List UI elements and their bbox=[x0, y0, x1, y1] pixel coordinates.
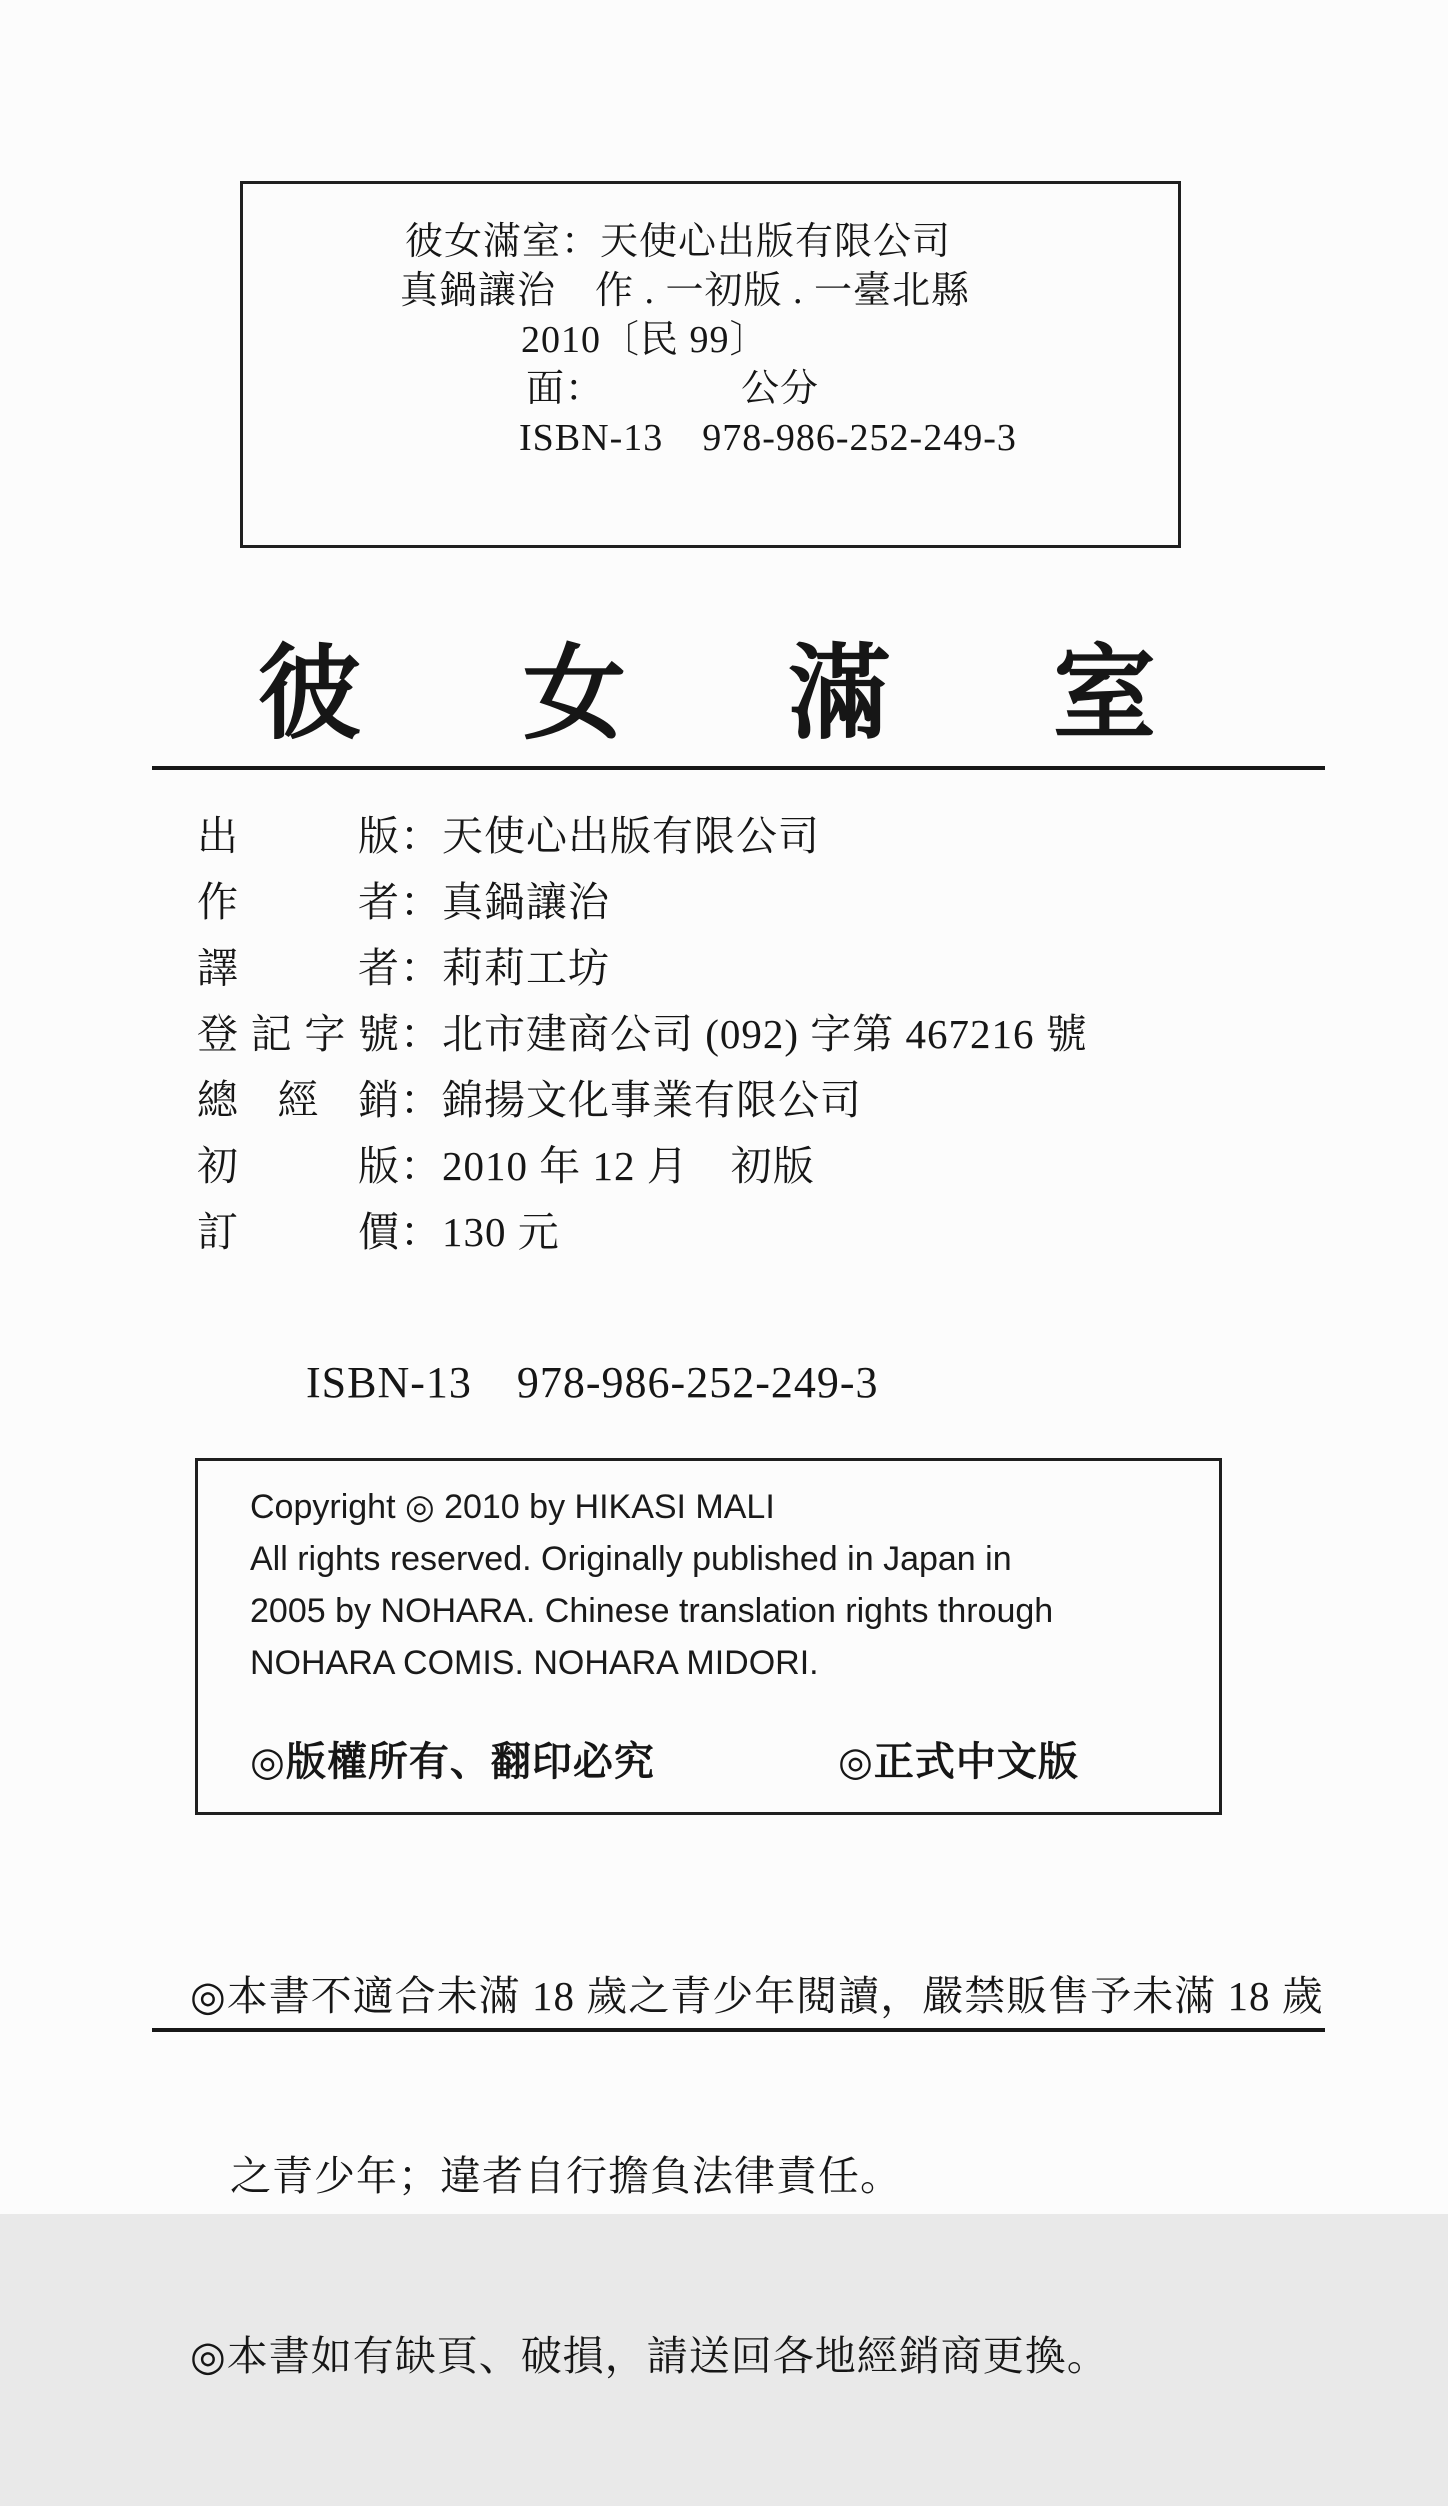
row-colon: ： bbox=[400, 944, 442, 991]
age-restriction-notice-line-1: ◎本書不適合未滿 18 歲之青少年閱讀，嚴禁販售予未滿 18 歲 bbox=[190, 1973, 1324, 2019]
row-label: 作者 bbox=[197, 878, 400, 925]
row-label: 出版 bbox=[197, 812, 400, 859]
colophon-row-price bbox=[197, 1195, 1088, 1261]
title-char-1: 彼 bbox=[258, 638, 361, 752]
cip-line-author-edition: 真鍋讓治 作 . 一初版 . 一臺北縣 bbox=[400, 270, 971, 312]
row-label: 訂價 bbox=[197, 1208, 400, 1255]
isbn-line: ISBN-13 978-986-252-249-3 bbox=[306, 1358, 879, 1407]
bottom-rule bbox=[152, 2028, 1325, 2032]
row-value: 130 元 bbox=[442, 1208, 560, 1255]
copyright-line-3: 2005 by NOHARA. Chinese translation rights through bbox=[250, 1592, 1054, 1630]
age-restriction-notice-line-2: 之青少年；違者自行擔負法律責任。 bbox=[230, 2153, 902, 2199]
book-title bbox=[258, 638, 1156, 754]
row-label: 譯者 bbox=[197, 944, 400, 991]
row-colon: ： bbox=[400, 1208, 442, 1255]
row-value: 2010 年 12 月 初版 bbox=[442, 1142, 815, 1189]
cip-line-isbn: ISBN-13 978-986-252-249-3 bbox=[519, 417, 1017, 459]
row-colon: ： bbox=[400, 1010, 442, 1057]
colophon-row-edition bbox=[197, 1129, 1088, 1195]
row-label: 初版 bbox=[197, 1142, 400, 1189]
row-value: 北市建商公司 (092) 字第 467216 號 bbox=[442, 1010, 1088, 1057]
colophon-row-registration bbox=[197, 997, 1088, 1063]
copyright-line-1: Copyright ◎ 2010 by HIKASI MALI bbox=[250, 1488, 775, 1526]
cip-box bbox=[240, 181, 1181, 548]
colophon-row-author bbox=[197, 865, 1088, 931]
copyright-box bbox=[195, 1458, 1222, 1815]
cip-line-title: 彼女滿室：天使心出版有限公司 bbox=[405, 221, 952, 263]
copyright-text bbox=[198, 1461, 1219, 1689]
row-colon: ： bbox=[400, 1076, 442, 1123]
cip-line-year: 2010〔民 99〕 bbox=[521, 319, 769, 361]
official-chinese-edition-notice: ◎正式中文版 bbox=[838, 1740, 1079, 1784]
title-char-2: 女 bbox=[523, 638, 626, 752]
title-divider-rule bbox=[152, 766, 1325, 770]
row-colon: ： bbox=[400, 878, 442, 925]
row-value: 錦揚文化事業有限公司 bbox=[442, 1076, 862, 1123]
cip-line-dimensions: 面： 公分 bbox=[526, 368, 820, 410]
title-char-4: 室 bbox=[1053, 638, 1156, 752]
copyright-line-2: All rights reserved. Originally published in Japan in bbox=[250, 1540, 1012, 1578]
row-colon: ： bbox=[400, 812, 442, 859]
copyright-line-4: NOHARA COMIS. NOHARA MIDORI. bbox=[250, 1644, 819, 1682]
colophon-row-distributor bbox=[197, 1063, 1088, 1129]
colophon-row-publisher bbox=[197, 799, 1088, 865]
row-value: 莉莉工坊 bbox=[442, 944, 610, 991]
damaged-copy-notice: ◎本書如有缺頁、破損，請送回各地經銷商更換。 bbox=[190, 2333, 1109, 2379]
row-label: 總經銷 bbox=[197, 1076, 400, 1123]
row-value: 天使心出版有限公司 bbox=[442, 812, 820, 859]
colophon-row-translator bbox=[197, 931, 1088, 997]
row-label: 登記字號 bbox=[197, 1010, 400, 1057]
colophon-list bbox=[197, 799, 1088, 1261]
row-colon: ： bbox=[400, 1142, 442, 1189]
title-char-3: 滿 bbox=[788, 638, 891, 752]
reader-notices bbox=[190, 1846, 1324, 2506]
rights-reserved-notice: ◎版權所有、翻印必究 bbox=[250, 1740, 655, 1784]
row-value: 真鍋讓治 bbox=[442, 878, 610, 925]
